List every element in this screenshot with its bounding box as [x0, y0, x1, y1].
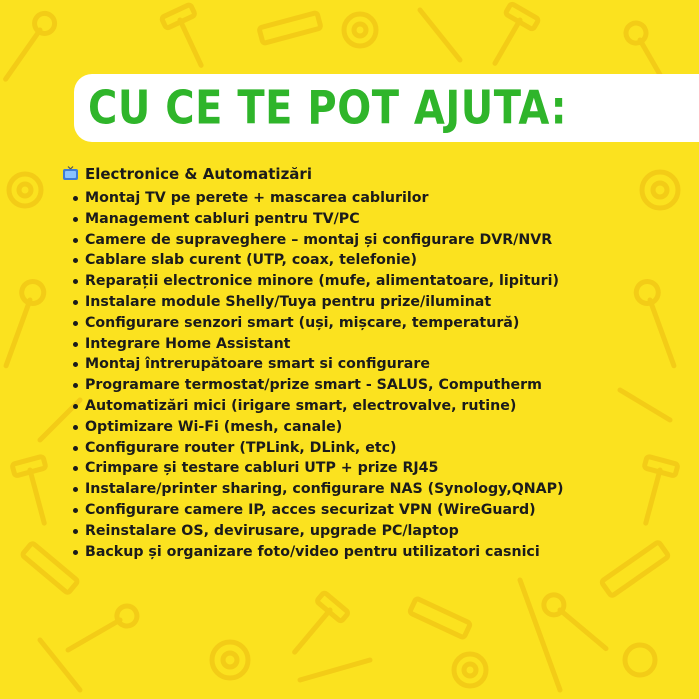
gear-icon	[454, 654, 486, 686]
tv-icon	[62, 166, 79, 182]
list-item: Crimpare și testare cabluri UTP + prize RJ45	[72, 458, 682, 479]
list-item: Backup și organizare foto/video pentru utilizatori casnici	[72, 542, 682, 563]
gear-icon	[625, 645, 655, 675]
list-item: Montaj TV pe perete + mascarea cablurilor	[72, 188, 682, 209]
gear-icon	[344, 14, 376, 46]
hammer-icon	[12, 456, 60, 527]
ruler-icon	[409, 598, 470, 638]
wrench-icon	[540, 591, 613, 656]
list-item: Configurare camere IP, acces securizat VPN (WireGuard)	[72, 500, 682, 521]
list-item: Instalare module Shelly/Tuya pentru prize/iluminat	[72, 292, 682, 313]
section-header	[62, 163, 682, 185]
wrench-icon	[63, 602, 141, 658]
hammer-icon	[282, 592, 348, 662]
screwdriver-icon	[420, 10, 460, 60]
list-item: Montaj întrerupătoare smart si configurare	[72, 354, 682, 375]
wrench-icon	[0, 278, 47, 369]
list-item: Automatizări mici (irigare smart, electrovalve, rutine)	[72, 396, 682, 417]
list-item: Integrare Home Assistant	[72, 334, 682, 355]
section-title: Electronice & Automatizări	[85, 165, 312, 183]
list-item: Programare termostat/prize smart - SALUS, Computherm	[72, 375, 682, 396]
list-item: Configurare router (TPLink, DLink, etc)	[72, 438, 682, 459]
services-list	[62, 188, 682, 562]
ruler-icon	[259, 13, 321, 44]
list-item: Reinstalare OS, devirusare, upgrade PC/laptop	[72, 521, 682, 542]
hammer-icon	[161, 4, 215, 72]
gear-icon	[212, 642, 248, 678]
hammer-icon	[481, 3, 539, 71]
list-item: Management cabluri pentru TV/PC	[72, 209, 682, 230]
services-section	[62, 163, 682, 562]
list-item: Instalare/printer sharing, configurare NAS (Synology,QNAP)	[72, 479, 682, 500]
list-item: Cablare slab curent (UTP, coax, telefonie)	[72, 250, 682, 271]
wrench-icon	[0, 10, 59, 85]
screwdriver-icon	[300, 660, 370, 680]
list-item: Optimizare Wi-Fi (mesh, canale)	[72, 417, 682, 438]
list-item: Reparații electronice minore (mufe, alimentatoare, lipituri)	[72, 271, 682, 292]
title-banner	[74, 74, 699, 142]
list-item: Camere de supraveghere – montaj și configurare DVR/NVR	[72, 230, 682, 251]
page-title: CU CE TE POT AJUTA:	[88, 82, 568, 135]
list-item: Configurare senzori smart (uși, mișcare, temperatură)	[72, 313, 682, 334]
gear-icon	[9, 174, 41, 206]
